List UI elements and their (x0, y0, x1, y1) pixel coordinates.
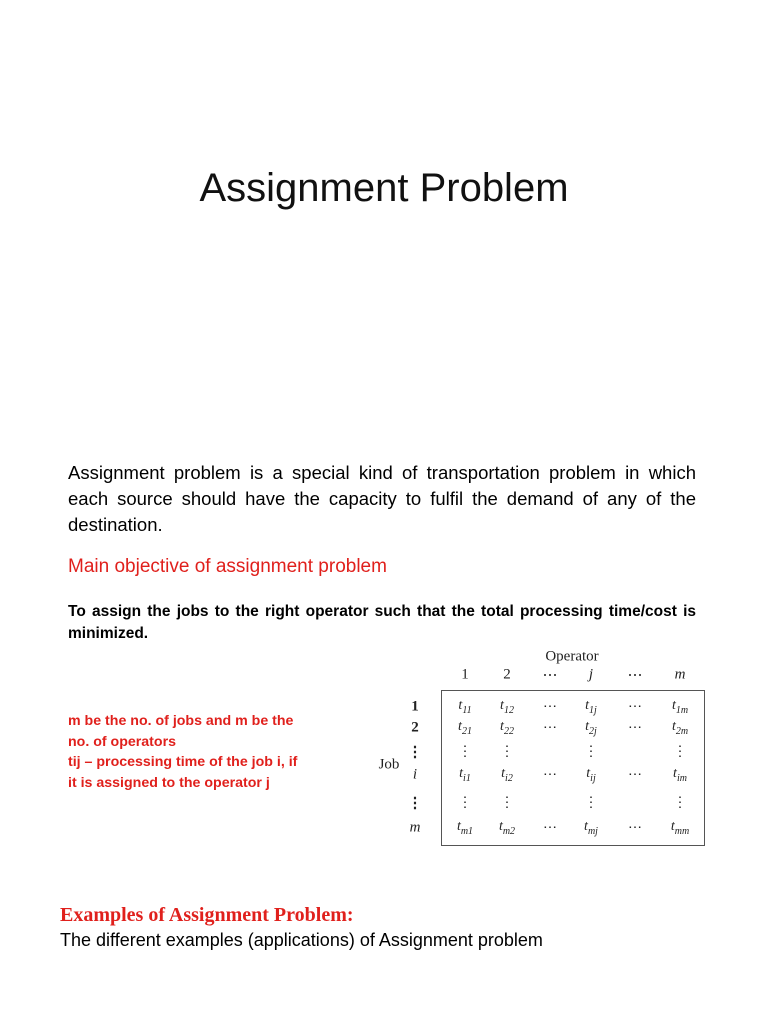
matrix-cell: ⋯ (628, 767, 642, 783)
intro-paragraph: Assignment problem is a special kind of transportation problem in which each source should have the capacity to fulfil the demand of any of the destination. (68, 462, 696, 535)
note-line: tij – processing time of the job i, if (68, 754, 298, 770)
matrix-cell: $t_{21}$ (458, 719, 472, 737)
job-label: Job (378, 756, 400, 773)
matrix-cell: $t_{m1}$ (456, 819, 474, 837)
matrix-cell: $t_{i1}$ (459, 766, 471, 784)
matrix-cell: $t_{mj}$ (584, 819, 598, 837)
matrix-cell: $t_{11}$ (458, 698, 472, 716)
objective-text: To assign the jobs to the right operator such that the total processing time/cost is minimized. (68, 603, 696, 642)
matrix-cell: ⋮ (500, 795, 514, 811)
row-header: i (412, 766, 418, 783)
matrix-cell: $t_{ij}$ (586, 766, 596, 784)
column-header: m (674, 666, 686, 683)
note-line: m be the no. of jobs and m be the (68, 713, 294, 729)
note-line: no. of operators (68, 733, 176, 750)
page-title: Assignment Problem (199, 166, 569, 210)
note-line: it is assigned to the operator j (68, 774, 270, 791)
matrix-cell: $t_{2j}$ (585, 719, 597, 737)
column-header: ⋯ (627, 667, 643, 684)
examples-text: The different examples (applications) of Assignment problem (60, 930, 543, 950)
operator-label: Operator (545, 648, 599, 665)
row-header: 2 (411, 719, 419, 736)
matrix-cell: ⋮ (673, 744, 687, 760)
matrix-cell: ⋮ (584, 795, 598, 811)
matrix-cell: ⋯ (543, 820, 557, 836)
matrix-cell: $t_{1j}$ (585, 698, 597, 716)
column-header: 1 (461, 666, 469, 683)
matrix-cell: ⋮ (584, 744, 598, 760)
matrix-cell: ⋯ (628, 699, 642, 715)
matrix-cell: ⋮ (458, 795, 472, 811)
matrix-cell: $t_{im}$ (673, 766, 687, 784)
matrix-border (441, 690, 705, 846)
matrix-cell: ⋮ (673, 795, 687, 811)
matrix-cell: ⋯ (543, 720, 557, 736)
matrix-cell: ⋯ (543, 699, 557, 715)
column-header: j (588, 666, 594, 683)
matrix-cell: ⋯ (628, 720, 642, 736)
matrix-cell: $t_{m2}$ (498, 819, 516, 837)
column-header: 2 (503, 666, 511, 683)
matrix-cell: $t_{12}$ (500, 698, 514, 716)
row-header: ⋮ (407, 795, 423, 812)
matrix-cell: $t_{22}$ (500, 719, 514, 737)
matrix-cell: ⋮ (458, 744, 472, 760)
matrix-cell: $t_{1m}$ (671, 698, 689, 716)
objective-heading: Main objective of assignment problem (68, 556, 387, 577)
matrix-cell: $t_{mm}$ (670, 819, 690, 837)
row-header: m (409, 819, 421, 836)
matrix-cell: $t_{2m}$ (671, 719, 689, 737)
examples-heading: Examples of Assignment Problem: (60, 904, 354, 926)
notation-notes (68, 711, 297, 793)
matrix-cell: ⋯ (628, 820, 642, 836)
matrix-cell: $t_{i2}$ (501, 766, 513, 784)
matrix-cell: ⋮ (500, 744, 514, 760)
row-header: 1 (411, 698, 419, 715)
row-header: ⋮ (407, 744, 423, 761)
column-header: ⋯ (542, 667, 558, 684)
matrix-cell: ⋯ (543, 767, 557, 783)
